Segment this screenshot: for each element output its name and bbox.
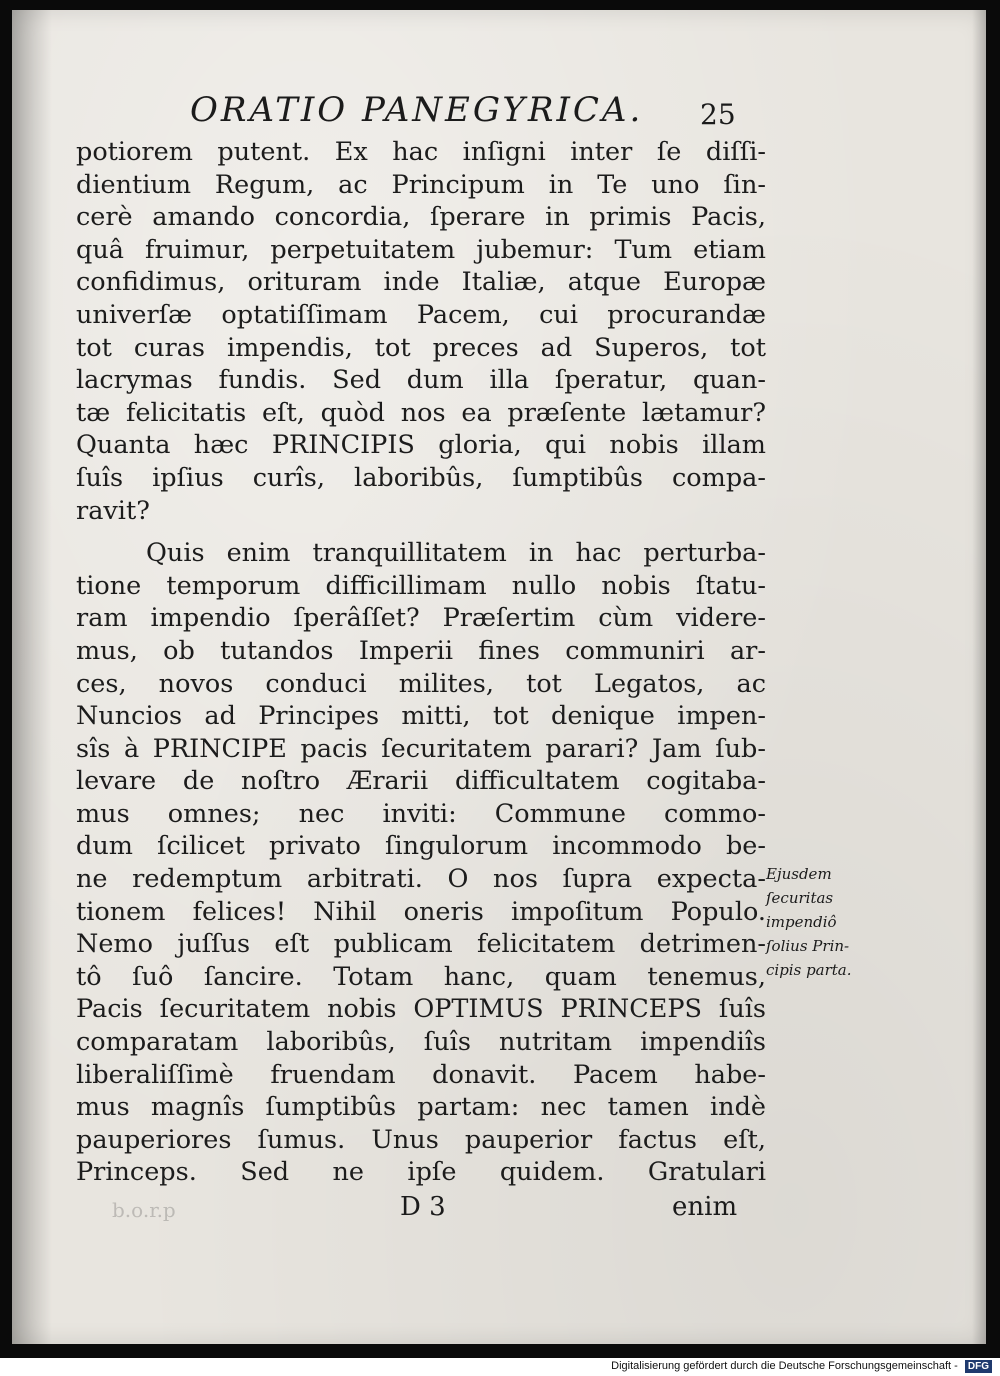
page-number: 25	[700, 98, 736, 131]
text-line: tionem felices! Nihil oneris impoſitum Populo.	[76, 896, 766, 927]
catchword: enim	[672, 1192, 738, 1222]
credit-text: Digitalisierung gefördert durch die Deutsche Forschungsgemeinschaft	[611, 1360, 952, 1372]
text-line: Nemo juſſus eſt publicam felicitatem detrimen-	[76, 929, 766, 960]
paragraph-gap	[76, 527, 766, 537]
text-line: ſuîs ipſius curîs, laboribûs, ſumptibûs compa-	[76, 462, 766, 493]
text-line: univerſæ optatiſſimam Pacem, cui procurandæ	[76, 299, 766, 330]
text-line: Princeps. Sed ne ipſe quidem. Gratulari	[76, 1157, 766, 1188]
text-line: dum ſcilicet privato ſingulorum incommodo be-	[76, 831, 766, 862]
text-line: dientium Regum, ac Principum in Te uno ſin-	[76, 169, 766, 200]
text-line: comparatam laboribûs, ſuîs nutritam impendiîs	[76, 1027, 766, 1058]
text-line: tione temporum difficillimam nullo nobis ſtatu-	[76, 570, 766, 601]
marginal-note-line: Ejusdem	[766, 865, 832, 883]
text-line: pauperiores ſumus. Unus pauperior factus eſt,	[76, 1124, 766, 1155]
text-line: cerè amando concordia, ſperare in primis Pacis,	[76, 202, 766, 233]
running-head: ORATIO PANEGYRICA.	[190, 90, 644, 130]
text-line: ne redemptum arbitrati. O nos ſupra expecta-	[76, 864, 766, 895]
spine-shadow	[12, 10, 52, 1344]
text-line: sîs à PRINCIPE pacis ſecuritatem parari? Jam ſub-	[76, 733, 766, 764]
page-edge-shadow	[972, 10, 986, 1344]
text-line: quâ fruimur, perpetuitatem jubemur: Tum etiam	[76, 234, 766, 265]
text-line: tæ felicitatis eſt, quòd nos ea præſente lætamur?	[76, 397, 766, 428]
text-line: potiorem putent. Ex hac inſigni inter ſe diſſi-	[76, 137, 766, 167]
body-text	[76, 136, 766, 1189]
signature-mark: D 3	[400, 1192, 446, 1222]
text-line: Quanta hæc PRINCIPIS gloria, qui nobis illam	[76, 430, 766, 461]
digitization-credit: Digitalisierung gefördert durch die Deutsche Forschungsgemeinschaft - DFG	[611, 1360, 992, 1373]
text-line: liberaliſſimè fruendam donavit. Pacem habe-	[76, 1059, 766, 1090]
text-line: Nuncios ad Principes mitti, tot denique impen-	[76, 701, 766, 732]
text-line: Quis enim tranquillitatem in hac perturba-	[146, 538, 766, 569]
text-line: ces, novos conduci milites, tot Legatos, ac	[76, 668, 766, 699]
text-line: tot curas impendis, tot preces ad Superos, tot	[76, 332, 766, 363]
text-line: Pacis ſecuritatem nobis OPTIMUS PRINCEPS ſuîs	[76, 994, 766, 1025]
marginal-note-line: ſecuritas	[766, 889, 834, 907]
marginal-note-line: impendiô	[766, 913, 837, 931]
text-line: mus, ob tutandos Imperii fines communiri ar-	[76, 635, 766, 666]
marginal-note	[766, 862, 886, 982]
text-line: ram impendio ſperâſſet? Præſertim cùm videre-	[76, 603, 766, 634]
text-line: mus omnes; nec inviti: Commune commo-	[76, 798, 766, 829]
text-line: ravit?	[76, 495, 150, 526]
marginal-note-line: ſolius Prin-	[766, 937, 850, 955]
text-line: confidimus, orituram inde Italiæ, atque Europæ	[76, 267, 766, 298]
dfg-logo-icon: DFG	[965, 1360, 992, 1373]
text-line: levare de noſtro Ærarii difficultatem cogitaba-	[76, 766, 766, 797]
marginal-note-line: cipis parta.	[766, 961, 852, 979]
text-line: mus magnîs ſumptibûs partam: nec tamen indè	[76, 1092, 766, 1123]
text-line: lacrymas fundis. Sed dum illa ſperatur, quan-	[76, 365, 766, 396]
text-line: tô ſuô ſancire. Totam hanc, quam tenemus,	[76, 961, 766, 992]
faded-stamp: b.o.r.p	[112, 1198, 176, 1222]
